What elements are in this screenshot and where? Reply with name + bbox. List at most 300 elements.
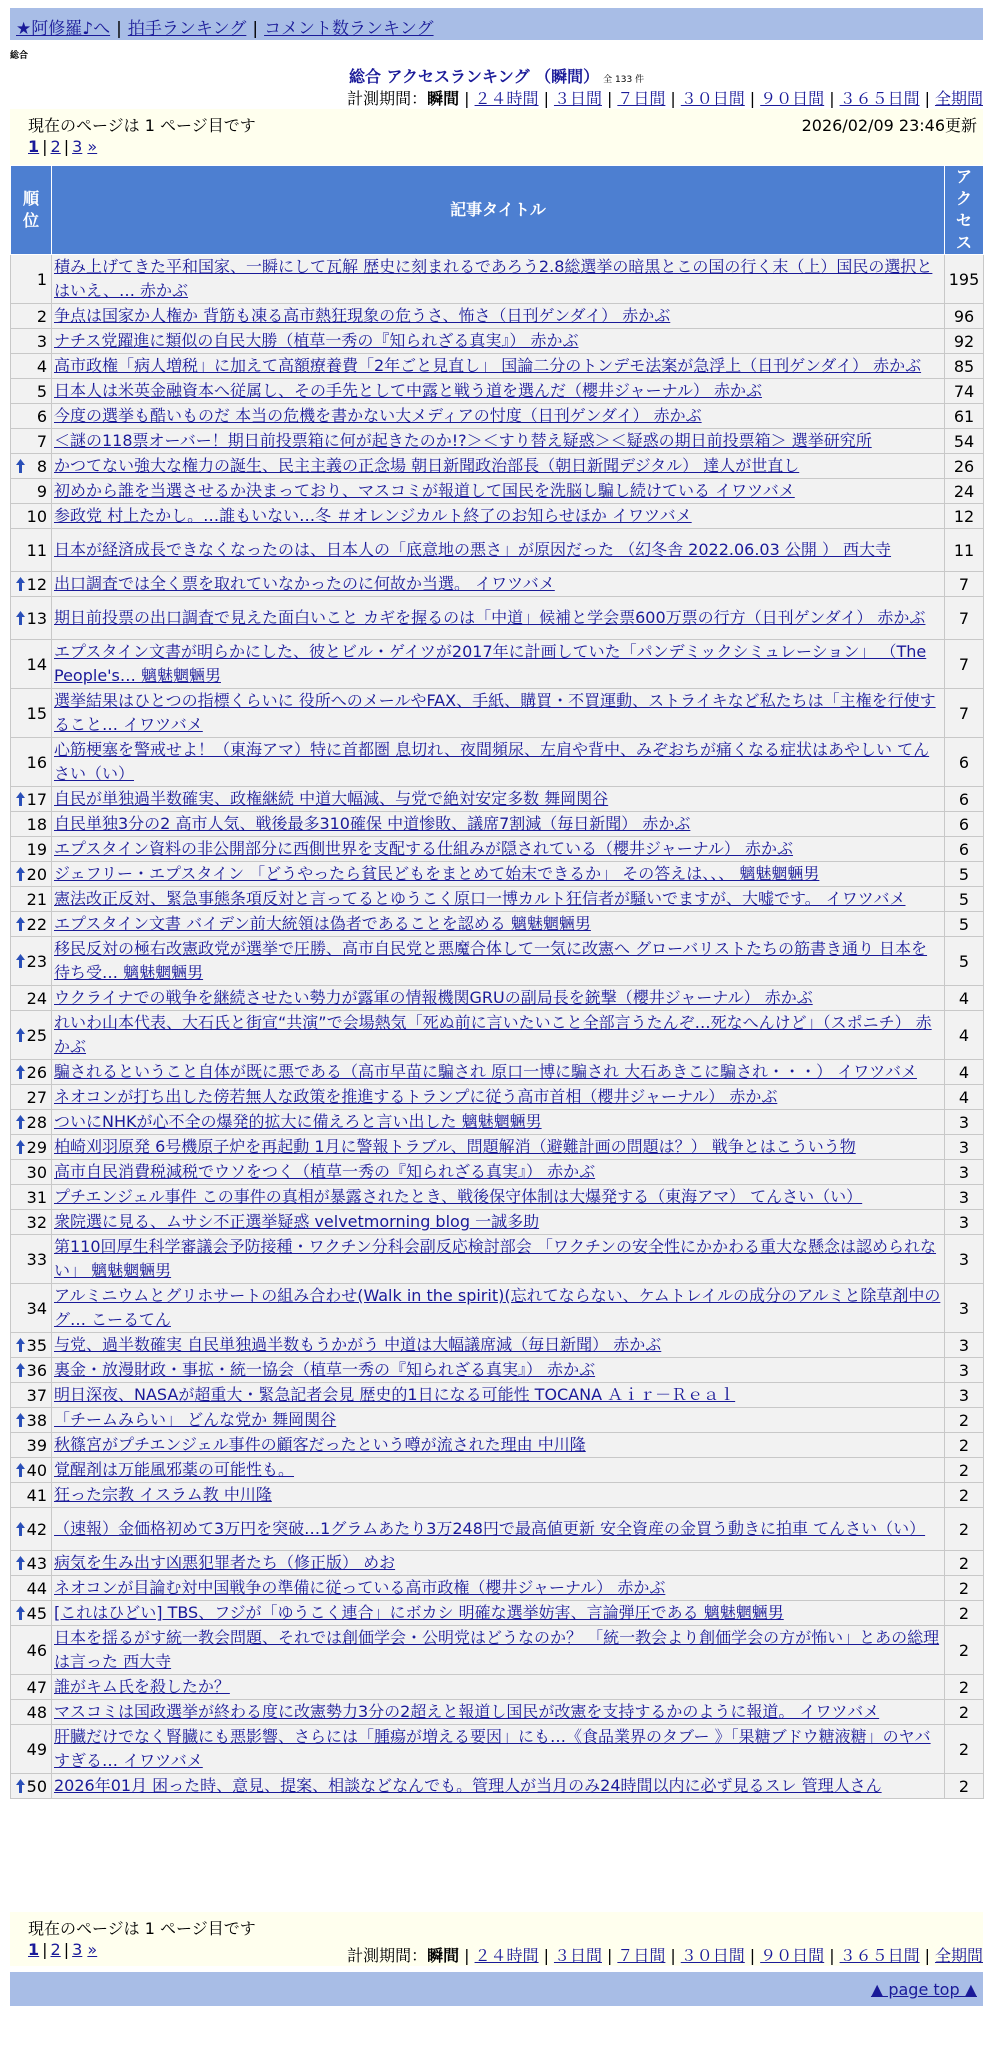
rank-up-arrow-icon: [16, 867, 25, 881]
page-separator: |: [63, 137, 70, 156]
period-selector-bottom: [347, 1943, 983, 1966]
rank-number: 10: [26, 506, 47, 526]
rank-cell: [11, 479, 52, 504]
access-count: 7: [945, 572, 984, 597]
article-title-link[interactable]: 期日前投票の出口調査で見えた面白いこと カギを握るのは「中道」候補と学会票600万票の行方（日刊ゲンダイ） 赤かぶ: [54, 608, 926, 627]
rank-number: 6: [36, 406, 47, 426]
title-cell: [52, 689, 945, 738]
article-title-link[interactable]: 参政党 村上たかし。…誰もいない…冬 ＃オレンジカルト終了のお知らせほか イワツバメ: [54, 506, 692, 525]
table-row: [11, 1085, 984, 1110]
article-title-link[interactable]: 積み上げてきた平和国家、一瞬にして瓦解 歴史に刻まれるであろう2.8総選挙の暗黒とこの国の行く末（上）国民の選択とはいえ、… 赤かぶ: [54, 257, 933, 300]
rank-number: 7: [36, 431, 47, 451]
period-link-3[interactable]: ３０日間: [680, 1946, 745, 1965]
access-count: 3: [945, 1160, 984, 1185]
period-link-1[interactable]: ３日間: [553, 89, 602, 108]
current-page-text: 現在のページは 1 ページ目です: [28, 1919, 256, 1938]
rank-number: 44: [26, 1578, 47, 1598]
table-row: [11, 862, 984, 887]
article-title-link[interactable]: 柏崎刈羽原発 6号機原子炉を再起動 1月に警報トラブル、問題解消（避難計画の問題は？） 戦争とはこういう物: [54, 1137, 856, 1156]
period-separator: |: [543, 1946, 549, 1965]
table-row: [11, 329, 984, 354]
table-row: [11, 479, 984, 504]
title-cell: [52, 1508, 945, 1551]
pagination: [28, 1940, 97, 1959]
title-cell: [52, 1700, 945, 1725]
period-link-6[interactable]: 全期間: [934, 1946, 983, 1965]
article-title-link[interactable]: ジェフリー・エプスタイン 「どうやったら貧民どもをまとめて始末できるか」 その答えは、、、 魑魅魍魎男: [54, 864, 820, 883]
table-row: [11, 1483, 984, 1508]
rank-number: 19: [26, 839, 47, 859]
col-rank-header: 順位: [11, 166, 52, 255]
article-title-link[interactable]: 初めから誰を当選させるか決まっており、マスコミが報道して国民を洗脳し騙し続けている イワツバメ: [54, 481, 795, 500]
rank-number: 25: [26, 1025, 47, 1045]
page-link-2[interactable]: 2: [50, 1940, 61, 1959]
table-row: [11, 379, 984, 404]
rank-cell: [11, 1333, 52, 1358]
article-title-link[interactable]: 秋篠宮がプチエンジェル事件の顧客だったという噂が流された理由 中川隆: [54, 1435, 586, 1454]
rank-up-arrow-icon: [16, 1363, 25, 1377]
rank-cell: [11, 1110, 52, 1135]
rank-up-arrow-icon: [16, 1338, 25, 1352]
rank-number: 46: [26, 1640, 47, 1660]
article-title-link[interactable]: 2026年01月 困った時、意見、提案、相談などなんでも。管理人が当月のみ24時間以内に必ず見るスレ 管理人さん: [54, 1776, 882, 1795]
rank-number: 15: [26, 703, 47, 723]
article-title-link[interactable]: ネオコンが打ち出した傍若無人な政策を推進するトランプに従う高市首相（櫻井ジャーナル） 赤かぶ: [54, 1087, 778, 1106]
period-separator: |: [464, 1946, 470, 1965]
rank-cell: [11, 1483, 52, 1508]
article-title-link[interactable]: かつてない強大な権力の誕生、民主主義の正念場 朝日新聞政治部長（朝日新聞デジタル） 達人が世直し: [54, 456, 800, 475]
page-next-link[interactable]: »: [87, 137, 98, 156]
access-count: 195: [945, 255, 984, 304]
table-row: [11, 1576, 984, 1601]
rank-up-arrow-icon: [16, 1606, 25, 1620]
rank-up-arrow-icon: [16, 954, 25, 968]
table-row: [11, 640, 984, 689]
period-separator: |: [606, 1946, 613, 1965]
rank-cell: [11, 454, 52, 479]
page-link-current[interactable]: 1: [28, 137, 40, 156]
rank-number: 24: [26, 988, 47, 1008]
article-title-link[interactable]: 覚醒剤は万能風邪薬の可能性も。: [54, 1460, 295, 1479]
rank-up-arrow-icon: [16, 1779, 25, 1793]
access-count: 85: [945, 354, 984, 379]
rank-number: 21: [26, 889, 47, 909]
total-count: 全 133 件: [603, 75, 645, 85]
title-cell: [52, 738, 945, 787]
article-title-link[interactable]: 出口調査では全く票を取れていなかったのに何故か当選。 イワツバメ: [54, 574, 555, 593]
table-header: [11, 166, 984, 255]
table-row: [11, 837, 984, 862]
title-cell: [52, 1458, 945, 1483]
table-row: [11, 529, 984, 572]
article-title-link[interactable]: 日本人は米英金融資本へ従属し、その手先として中露と戦う道を選んだ（櫻井ジャーナル） 赤かぶ: [54, 381, 762, 400]
title-cell: [52, 454, 945, 479]
article-title-link[interactable]: 「チームみらい」 どんな党か 舞岡関谷: [54, 1410, 337, 1429]
article-title-link[interactable]: エプスタイン文書 バイデン前大統領は偽者であることを認める 魑魅魍魎男: [54, 914, 591, 933]
table-row: [11, 689, 984, 738]
access-count: 7: [945, 640, 984, 689]
table-row: [11, 255, 984, 304]
article-title-link[interactable]: 選挙結果はひとつの指標くらいに 役所へのメールやFAX、手紙、購買・不買運動、ストライキなど私たちは「主権を行使すること… イワツバメ: [54, 691, 936, 734]
access-count: 2: [945, 1601, 984, 1626]
rank-up-arrow-icon: [16, 792, 25, 806]
page-separator: |: [42, 137, 48, 156]
access-count: 2: [945, 1483, 984, 1508]
article-title-link[interactable]: エプスタイン資料の非公開部分に西側世界を支配する仕組みが隠されている（櫻井ジャーナル） 赤かぶ: [54, 839, 794, 858]
page-separator: |: [63, 1940, 70, 1959]
period-link-2[interactable]: ７日間: [617, 1946, 666, 1965]
period-link-5[interactable]: ３６５日間: [839, 89, 920, 108]
article-title-link[interactable]: 争点は国家か人権か 背筋も凍る高市熱狂現象の危うさ、怖さ（日刊ゲンダイ） 赤かぶ: [54, 306, 671, 325]
article-title-link[interactable]: [これはひどい] TBS、フジが「ゆうこく連合」にボカシ 明確な選挙妨害、言論弾圧である 魑魅魍魎男: [54, 1603, 784, 1622]
rank-number: 35: [26, 1335, 47, 1355]
nav-separator: |: [116, 19, 122, 39]
rank-up-arrow-icon: [16, 611, 25, 625]
page-top-link[interactable]: ▲ page top ▲: [870, 1980, 977, 1999]
title-cell: [52, 1284, 945, 1333]
rank-number: 47: [26, 1677, 47, 1697]
rank-number: 43: [26, 1553, 47, 1573]
article-title-link[interactable]: 移民反対の極右改憲政党が選挙で圧勝、高市自民党と悪魔合体して一気に改憲へ グローバリストたちの筋書き通り 日本を待ち受… 魑魅魍魎男: [54, 939, 928, 982]
article-title-link[interactable]: 誰がキム氏を殺したか？: [54, 1677, 230, 1696]
table-row: [11, 1060, 984, 1085]
period-separator: |: [670, 1946, 676, 1965]
rank-cell: [11, 354, 52, 379]
rank-number: 41: [26, 1485, 47, 1505]
title-cell: [52, 986, 945, 1011]
period-separator: |: [749, 89, 756, 108]
title-cell: [52, 504, 945, 529]
period-separator: |: [829, 89, 835, 108]
access-count: 3: [945, 1383, 984, 1408]
table-row: [11, 354, 984, 379]
table-row: [11, 937, 984, 986]
rank-up-arrow-icon: [16, 459, 25, 473]
article-title-link[interactable]: 裏金・放漫財政・事拡・統一協会（植草一秀の『知られざる真実』） 赤かぶ: [54, 1360, 596, 1379]
article-title-link[interactable]: 高市政権「病人増税」に加えて高額療養費「2年ごと見直し」 国論二分のトンデモ法案が急浮上（日刊ゲンダイ） 赤かぶ: [54, 356, 922, 375]
home-link[interactable]: ★阿修羅♪へ: [16, 19, 111, 39]
rank-cell: [11, 1576, 52, 1601]
table-row: [11, 738, 984, 787]
rank-cell: [11, 504, 52, 529]
period-link-2[interactable]: ７日間: [617, 89, 666, 108]
rank-cell: [11, 937, 52, 986]
rank-up-arrow-icon: [16, 1065, 25, 1079]
title-cell: [52, 1185, 945, 1210]
article-title-link[interactable]: マスコミは国政選挙が終わる度に改憲勢力3分の2超えと報道し国民が改憲を支持するかのように報道。 イワツバメ: [54, 1702, 880, 1721]
title-cell: [52, 912, 945, 937]
period-link-1[interactable]: ３日間: [553, 1946, 602, 1965]
article-title-link[interactable]: 第110回厚生科学審議会予防接種・ワクチン分科会副反応検討部会 「ワクチンの安全性にかかわる重大な懸念は認められない」 魑魅魍魎男: [54, 1237, 937, 1280]
rank-cell: [11, 1383, 52, 1408]
rank-number: 2: [36, 306, 47, 326]
access-count: 2: [945, 1576, 984, 1601]
access-count: 5: [945, 912, 984, 937]
table-row: [11, 1160, 984, 1185]
title-cell: [52, 1085, 945, 1110]
article-title-link[interactable]: 憲法改正反対、緊急事態条項反対と言ってるとゆうこく原口一博カルト狂信者が騒いでますが、大嘘です。 イワツバメ: [54, 889, 906, 908]
table-row: [11, 1700, 984, 1725]
period-separator: |: [924, 1946, 930, 1965]
rank-up-arrow-icon: [16, 1115, 25, 1129]
period-link-0[interactable]: ２４時間: [474, 1946, 539, 1965]
access-count: 4: [945, 1085, 984, 1110]
clap-ranking-link[interactable]: 拍手ランキング: [127, 19, 247, 39]
table-row: [11, 1011, 984, 1060]
rank-cell: [11, 1358, 52, 1383]
rank-number: 11: [26, 540, 47, 560]
article-title-link[interactable]: 病気を生み出す凶悪犯罪者たち（修正版） めお: [54, 1553, 396, 1572]
rank-number: 31: [26, 1187, 47, 1207]
period-separator: |: [924, 89, 930, 108]
access-count: 2: [945, 1675, 984, 1700]
title-cell: [52, 1383, 945, 1408]
article-title-link[interactable]: アルミニウムとグリホサートの組み合わせ(Walk in the spirit)(忘れてならない、ケムトレイルの成分のアルミと除草剤中のグ… こーるてん: [54, 1286, 941, 1329]
article-title-link[interactable]: 日本を揺るがす統一教会問題、それでは創価学会・公明党はどうなのか？ 「統一教会より創価学会の方が怖い」とあの総理は言った 西大寺: [54, 1628, 940, 1671]
table-row: [11, 1601, 984, 1626]
title-cell: [52, 379, 945, 404]
table-row: [11, 812, 984, 837]
rank-cell: [11, 1160, 52, 1185]
article-title-link[interactable]: 日本が経済成長できなくなったのは、日本人の「底意地の悪さ」が原因だった （幻冬舎 2022.06.03 公開 ） 西大寺: [54, 540, 892, 559]
rank-number: 23: [26, 951, 47, 971]
rank-cell: [11, 429, 52, 454]
rank-cell: [11, 1700, 52, 1725]
rank-number: 27: [26, 1087, 47, 1107]
table-row: [11, 1333, 984, 1358]
access-count: 4: [945, 1060, 984, 1085]
title-cell: [52, 529, 945, 572]
article-title-link[interactable]: エプスタイン文書が明らかにした、彼とビル・ゲイツが2017年に計画していた「パンデミックシミュレーション」 （The People's… 魑魅魍魎男: [54, 642, 927, 685]
rank-number: 45: [26, 1603, 47, 1623]
col-title-header: 記事タイトル: [52, 166, 945, 255]
page-next-link[interactable]: »: [87, 1940, 98, 1959]
access-count: 54: [945, 429, 984, 454]
rank-cell: [11, 1060, 52, 1085]
rank-cell: [11, 837, 52, 862]
title-cell: [52, 1333, 945, 1358]
page-link-3[interactable]: 3: [72, 1940, 83, 1959]
title-cell: [52, 837, 945, 862]
table-row: [11, 454, 984, 479]
title-cell: [52, 597, 945, 640]
article-title-link[interactable]: 騙されるということ自体が既に悪である（高市早苗に騙され 原口一博に騙され 大石あきこに騙され・・・） イワツバメ: [54, 1062, 917, 1081]
table-row: [11, 1408, 984, 1433]
access-count: 96: [945, 304, 984, 329]
access-count: 2: [945, 1433, 984, 1458]
rank-number: 4: [36, 356, 47, 376]
rank-cell: [11, 1011, 52, 1060]
article-title-link[interactable]: プチエンジェル事件 この事件の真相が暴露されたとき、戦後保守体制は大爆発する（東海アマ） てんさい（い）: [54, 1187, 863, 1206]
rank-cell: [11, 738, 52, 787]
article-title-link[interactable]: 自民が単独過半数確実、政権継続 中道大幅減、与党で絶対安定多数 舞岡関谷: [54, 789, 609, 808]
rank-number: 40: [26, 1460, 47, 1480]
title-cell: [52, 1011, 945, 1060]
period-current: 瞬間: [427, 1946, 460, 1965]
article-title-link[interactable]: 自民単独3分の2 高市人気、戦後最多310確保 中道惨敗、議席7割減（毎日新聞） 赤かぶ: [54, 814, 691, 833]
period-label: 計測期間：: [347, 1946, 428, 1965]
article-title-link[interactable]: 肝臓だけでなく腎臓にも悪影響、さらには「腫瘍が増える要因」にも…《食品業界のタブー 》「果糖ブドウ糖液糖」のヤバすぎる… イワツバメ: [54, 1727, 931, 1770]
period-link-3[interactable]: ３０日間: [680, 89, 745, 108]
table-row: [11, 597, 984, 640]
rank-number: 3: [36, 331, 47, 351]
rank-cell: [11, 1284, 52, 1333]
title-cell: [52, 812, 945, 837]
period-link-4[interactable]: ９０日間: [760, 1946, 825, 1965]
period-link-6[interactable]: 全期間: [934, 89, 983, 108]
title-cell: [52, 1675, 945, 1700]
access-count: 2: [945, 1458, 984, 1483]
col-access-header: アクセス: [945, 166, 984, 255]
rank-cell: [11, 304, 52, 329]
page-link-current[interactable]: 1: [28, 1940, 40, 1959]
table-row: [11, 1358, 984, 1383]
access-count: 3: [945, 1333, 984, 1358]
page-title-text: 総合 アクセスランキング （瞬間）: [348, 67, 600, 86]
title-cell: [52, 1725, 945, 1774]
rank-number: 39: [26, 1435, 47, 1455]
rank-cell: [11, 1135, 52, 1160]
title-cell: [52, 787, 945, 812]
access-count: 3: [945, 1235, 984, 1284]
ranking-body: [11, 255, 984, 1799]
table-row: [11, 1774, 984, 1799]
rank-cell: [11, 689, 52, 738]
rank-cell: [11, 640, 52, 689]
rank-number: 28: [26, 1112, 47, 1132]
rank-cell: [11, 986, 52, 1011]
access-count: 6: [945, 787, 984, 812]
rank-cell: [11, 787, 52, 812]
table-row: [11, 1110, 984, 1135]
title-cell: [52, 572, 945, 597]
page-link-2[interactable]: 2: [50, 137, 61, 156]
article-title-link[interactable]: 与党、過半数確実 自民単独過半数もうかがう 中道は大幅議席減（毎日新聞） 赤かぶ: [54, 1335, 662, 1354]
period-link-5[interactable]: ３６５日間: [839, 1946, 920, 1965]
access-count: 6: [945, 837, 984, 862]
table-row: [11, 1458, 984, 1483]
rank-up-arrow-icon: [16, 577, 25, 591]
article-title-link[interactable]: ネオコンが目論む対中国戦争の準備に従っている高市政権（櫻井ジャーナル） 赤かぶ: [54, 1578, 666, 1597]
article-title-link[interactable]: 衆院選に見る、ムサシ不正選挙疑惑 velvetmorning blog 一誠多助: [54, 1212, 540, 1231]
rank-up-arrow-icon: [16, 1140, 25, 1154]
rank-cell: [11, 1085, 52, 1110]
title-cell: [52, 255, 945, 304]
rank-cell: [11, 1433, 52, 1458]
current-page-text: 現在のページは 1 ページ目です: [28, 116, 256, 135]
article-title-link[interactable]: 高市自民消費税減税でウソをつく（植草一秀の『知られざる真実』） 赤かぶ: [54, 1162, 596, 1181]
article-title-link[interactable]: 今度の選挙も酷いものだ 本当の危機を書かない大メディアの忖度（日刊ゲンダイ） 赤かぶ: [54, 406, 702, 425]
article-title-link[interactable]: ＜謎の118票オーバー！期日前投票箱に何が起きたのか!?＞＜すり替え疑惑＞＜疑惑の期日前投票箱＞ 選挙研究所: [54, 431, 872, 450]
title-cell: [52, 1235, 945, 1284]
ranking-table: [10, 165, 984, 1799]
page-separator: |: [42, 1940, 48, 1959]
article-title-link[interactable]: 心筋梗塞を警戒せよ！（東海アマ）特に首都圏 息切れ、夜間頻尿、左肩や背中、みぞおちが痛くなる症状はあやしい てんさい（い）: [54, 740, 930, 783]
rank-number: 22: [26, 914, 47, 934]
rank-up-arrow-icon: [16, 1522, 25, 1536]
access-count: 3: [945, 1284, 984, 1333]
rank-number: 1: [36, 269, 47, 289]
table-row: [11, 429, 984, 454]
period-separator: |: [829, 1946, 835, 1965]
rank-cell: [11, 812, 52, 837]
period-separator: |: [464, 89, 470, 108]
category-label: 総合: [10, 51, 29, 61]
rank-number: 30: [26, 1162, 47, 1182]
rank-up-arrow-icon: [16, 1413, 25, 1427]
title-cell: [52, 887, 945, 912]
bottom-bar: [10, 1972, 983, 2006]
rank-cell: [11, 329, 52, 354]
period-selector-top: [347, 86, 983, 109]
title-cell: [52, 1358, 945, 1383]
article-title-link[interactable]: ついにNHKが心不全の爆発的拡大に備えろと言い出した 魑魅魍魎男: [54, 1112, 542, 1131]
page-link-3[interactable]: 3: [72, 137, 83, 156]
title-cell: [52, 1160, 945, 1185]
rank-cell: [11, 1408, 52, 1433]
comment-ranking-link[interactable]: コメント数ランキング: [264, 19, 434, 39]
access-count: 2: [945, 1725, 984, 1774]
table-row: [11, 1508, 984, 1551]
rank-number: 18: [26, 814, 47, 834]
rank-number: 9: [36, 481, 47, 501]
title-cell: [52, 1774, 945, 1799]
rank-cell: [11, 862, 52, 887]
rank-number: 5: [36, 381, 47, 401]
article-title-link[interactable]: 明日深夜、NASAが超重大・緊急記者会見 歴史的1日になる可能性 TOCANA Ａｉｒ－Ｒｅａｌ: [54, 1385, 736, 1404]
article-title-link[interactable]: ウクライナでの戦争を継続させたい勢力が露軍の情報機関GRUの副局長を銃撃（櫻井ジャーナル） 赤かぶ: [54, 988, 813, 1007]
rank-number: 13: [26, 608, 47, 628]
access-count: 7: [945, 689, 984, 738]
title-cell: [52, 1433, 945, 1458]
title-cell: [52, 1060, 945, 1085]
article-title-link[interactable]: 狂った宗教 イスラム教 中川隆: [54, 1485, 272, 1504]
access-count: 2: [945, 1626, 984, 1675]
rank-number: 14: [26, 654, 47, 674]
rank-number: 16: [26, 752, 47, 772]
table-row: [11, 787, 984, 812]
rank-number: 20: [26, 864, 47, 884]
title-cell: [52, 1110, 945, 1135]
rank-cell: [11, 1626, 52, 1675]
article-title-link[interactable]: ナチス党躍進に類似の自民大勝（植草一秀の『知られざる真実』） 赤かぶ: [54, 331, 579, 350]
table-row: [11, 404, 984, 429]
period-link-4[interactable]: ９０日間: [760, 89, 825, 108]
rank-number: 26: [26, 1062, 47, 1082]
period-link-0[interactable]: ２４時間: [474, 89, 539, 108]
table-row: [11, 572, 984, 597]
title-cell: [52, 640, 945, 689]
table-row: [11, 1725, 984, 1774]
rank-number: 34: [26, 1298, 47, 1318]
rank-cell: [11, 572, 52, 597]
access-count: 5: [945, 937, 984, 986]
title-cell: [52, 329, 945, 354]
access-count: 3: [945, 1210, 984, 1235]
title-cell: [52, 1601, 945, 1626]
access-count: 7: [945, 597, 984, 640]
access-count: 4: [945, 986, 984, 1011]
article-title-link[interactable]: （速報）金価格初めて3万円を突破…1グラムあたり3万248円で最高値更新 安全資産の金買う動きに拍車 てんさい（い）: [54, 1519, 926, 1538]
rank-number: 17: [26, 789, 47, 809]
access-count: 92: [945, 329, 984, 354]
table-row: [11, 304, 984, 329]
article-title-link[interactable]: れいわ山本代表、大石氏と街宣“共演”で会場熱気「死ぬ前に言いたいこと全部言うたんぞ…死なへんけど」（スポニチ） 赤かぶ: [54, 1013, 932, 1056]
table-row: [11, 1383, 984, 1408]
updated-timestamp: 2026/02/09 23:46更新: [801, 116, 977, 135]
rank-cell: [11, 912, 52, 937]
rank-number: 36: [26, 1360, 47, 1380]
